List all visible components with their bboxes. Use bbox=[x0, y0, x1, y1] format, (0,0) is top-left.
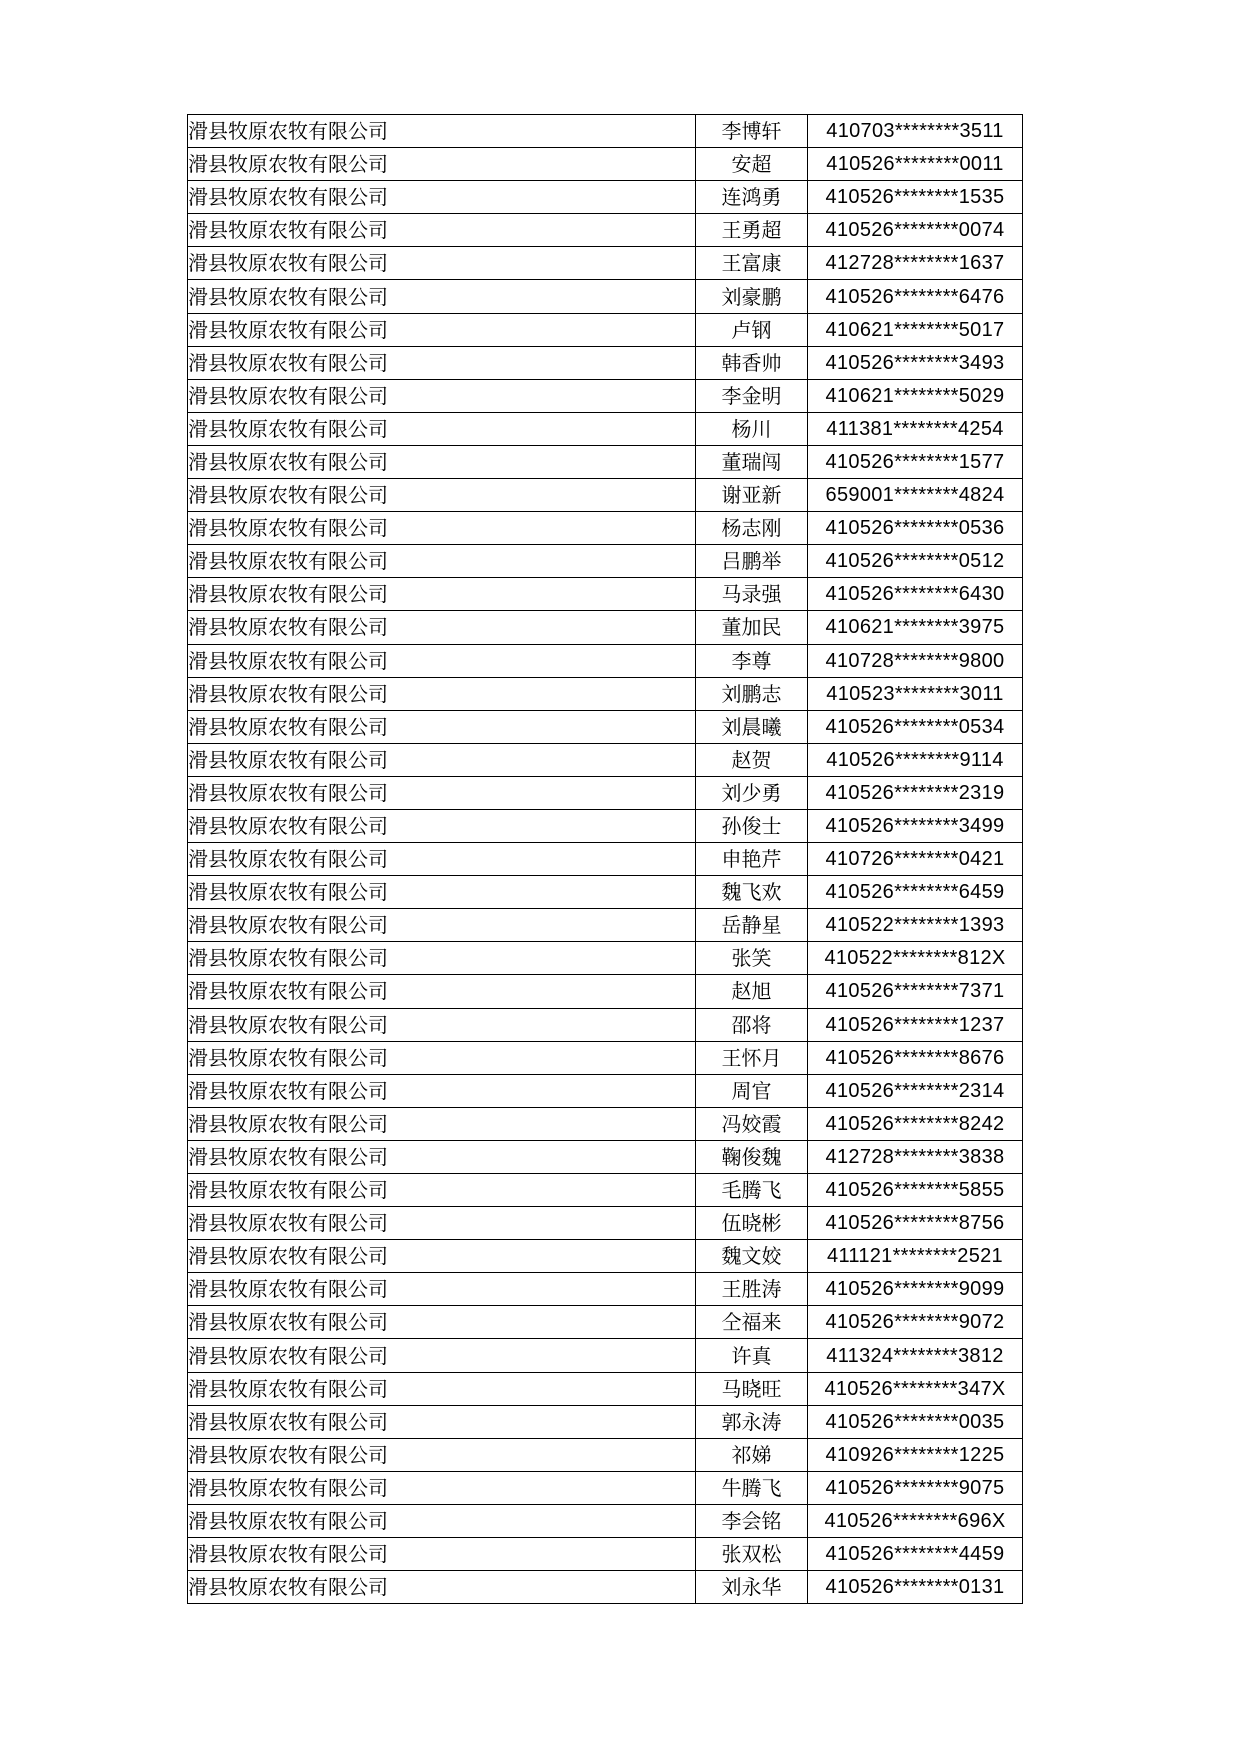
table-row bbox=[188, 677, 1023, 710]
name-cell: 韩香帅 bbox=[696, 346, 808, 379]
table-row bbox=[188, 1571, 1023, 1604]
table-row bbox=[188, 1306, 1023, 1339]
table-row bbox=[188, 412, 1023, 445]
table-row bbox=[188, 1339, 1023, 1372]
name-cell: 李会铭 bbox=[696, 1504, 808, 1537]
id-number-cell: 410526********9099 bbox=[808, 1273, 1023, 1306]
name-cell: 赵贺 bbox=[696, 743, 808, 776]
id-number-cell: 410926********1225 bbox=[808, 1438, 1023, 1471]
company-cell: 滑县牧原农牧有限公司 bbox=[188, 578, 696, 611]
name-cell: 申艳芹 bbox=[696, 843, 808, 876]
company-cell: 滑县牧原农牧有限公司 bbox=[188, 412, 696, 445]
name-cell: 马录强 bbox=[696, 578, 808, 611]
company-cell: 滑县牧原农牧有限公司 bbox=[188, 346, 696, 379]
id-number-cell: 410526********696X bbox=[808, 1504, 1023, 1537]
name-cell: 魏文姣 bbox=[696, 1240, 808, 1273]
company-cell: 滑县牧原农牧有限公司 bbox=[188, 1538, 696, 1571]
table-row bbox=[188, 743, 1023, 776]
id-number-cell: 410526********0512 bbox=[808, 545, 1023, 578]
id-number-cell: 410523********3011 bbox=[808, 677, 1023, 710]
table-row bbox=[188, 545, 1023, 578]
id-number-cell: 410526********0131 bbox=[808, 1571, 1023, 1604]
id-number-cell: 410526********4459 bbox=[808, 1538, 1023, 1571]
id-number-cell: 410621********5029 bbox=[808, 379, 1023, 412]
company-cell: 滑县牧原农牧有限公司 bbox=[188, 743, 696, 776]
company-cell: 滑县牧原农牧有限公司 bbox=[188, 776, 696, 809]
company-cell: 滑县牧原农牧有限公司 bbox=[188, 1571, 696, 1604]
name-cell: 邵将 bbox=[696, 1008, 808, 1041]
id-number-cell: 410621********3975 bbox=[808, 611, 1023, 644]
name-cell: 伍晓彬 bbox=[696, 1207, 808, 1240]
name-cell: 祁娣 bbox=[696, 1438, 808, 1471]
company-cell: 滑县牧原农牧有限公司 bbox=[188, 1306, 696, 1339]
name-cell: 赵旭 bbox=[696, 975, 808, 1008]
company-cell: 滑县牧原农牧有限公司 bbox=[188, 809, 696, 842]
id-number-cell: 410526********1577 bbox=[808, 445, 1023, 478]
table-row bbox=[188, 1140, 1023, 1173]
id-number-cell: 410703********3511 bbox=[808, 115, 1023, 148]
id-number-cell: 659001********4824 bbox=[808, 479, 1023, 512]
name-cell: 连鸿勇 bbox=[696, 181, 808, 214]
company-cell: 滑县牧原农牧有限公司 bbox=[188, 379, 696, 412]
company-cell: 滑县牧原农牧有限公司 bbox=[188, 611, 696, 644]
name-cell: 刘晨曦 bbox=[696, 710, 808, 743]
company-cell: 滑县牧原农牧有限公司 bbox=[188, 1405, 696, 1438]
name-cell: 仝福来 bbox=[696, 1306, 808, 1339]
table-row bbox=[188, 445, 1023, 478]
table-row bbox=[188, 1438, 1023, 1471]
name-cell: 谢亚新 bbox=[696, 479, 808, 512]
id-number-cell: 410526********5855 bbox=[808, 1174, 1023, 1207]
company-cell: 滑县牧原农牧有限公司 bbox=[188, 710, 696, 743]
table-row bbox=[188, 214, 1023, 247]
company-cell: 滑县牧原农牧有限公司 bbox=[188, 1339, 696, 1372]
table-row bbox=[188, 479, 1023, 512]
name-cell: 王怀月 bbox=[696, 1041, 808, 1074]
id-number-cell: 410526********6459 bbox=[808, 876, 1023, 909]
roster-table bbox=[187, 114, 1023, 1604]
name-cell: 刘少勇 bbox=[696, 776, 808, 809]
table-row bbox=[188, 247, 1023, 280]
id-number-cell: 410526********0534 bbox=[808, 710, 1023, 743]
table-row bbox=[188, 1074, 1023, 1107]
name-cell: 周官 bbox=[696, 1074, 808, 1107]
name-cell: 吕鹏举 bbox=[696, 545, 808, 578]
table-row bbox=[188, 1372, 1023, 1405]
name-cell: 刘永华 bbox=[696, 1571, 808, 1604]
table-row bbox=[188, 611, 1023, 644]
table-row bbox=[188, 1405, 1023, 1438]
name-cell: 刘豪鹏 bbox=[696, 280, 808, 313]
table-row bbox=[188, 1273, 1023, 1306]
table-row bbox=[188, 975, 1023, 1008]
table-row bbox=[188, 148, 1023, 181]
name-cell: 卢钢 bbox=[696, 313, 808, 346]
id-number-cell: 411381********4254 bbox=[808, 412, 1023, 445]
name-cell: 岳静星 bbox=[696, 909, 808, 942]
table-row bbox=[188, 644, 1023, 677]
id-number-cell: 411121********2521 bbox=[808, 1240, 1023, 1273]
company-cell: 滑县牧原农牧有限公司 bbox=[188, 479, 696, 512]
id-number-cell: 410526********0011 bbox=[808, 148, 1023, 181]
table-row bbox=[188, 379, 1023, 412]
name-cell: 李尊 bbox=[696, 644, 808, 677]
id-number-cell: 410526********9075 bbox=[808, 1471, 1023, 1504]
name-cell: 许真 bbox=[696, 1339, 808, 1372]
id-number-cell: 410726********0421 bbox=[808, 843, 1023, 876]
table-row bbox=[188, 1008, 1023, 1041]
name-cell: 冯姣霞 bbox=[696, 1107, 808, 1140]
id-number-cell: 411324********3812 bbox=[808, 1339, 1023, 1372]
name-cell: 魏飞欢 bbox=[696, 876, 808, 909]
name-cell: 马晓旺 bbox=[696, 1372, 808, 1405]
company-cell: 滑县牧原农牧有限公司 bbox=[188, 975, 696, 1008]
name-cell: 孙俊士 bbox=[696, 809, 808, 842]
name-cell: 王富康 bbox=[696, 247, 808, 280]
id-number-cell: 410526********0035 bbox=[808, 1405, 1023, 1438]
id-number-cell: 412728********3838 bbox=[808, 1140, 1023, 1173]
id-number-cell: 410621********5017 bbox=[808, 313, 1023, 346]
table-row bbox=[188, 1240, 1023, 1273]
company-cell: 滑县牧原农牧有限公司 bbox=[188, 843, 696, 876]
company-cell: 滑县牧原农牧有限公司 bbox=[188, 677, 696, 710]
table-row bbox=[188, 843, 1023, 876]
id-number-cell: 410526********8676 bbox=[808, 1041, 1023, 1074]
id-number-cell: 412728********1637 bbox=[808, 247, 1023, 280]
id-number-cell: 410526********3493 bbox=[808, 346, 1023, 379]
company-cell: 滑县牧原农牧有限公司 bbox=[188, 876, 696, 909]
name-cell: 杨川 bbox=[696, 412, 808, 445]
table-row bbox=[188, 1504, 1023, 1537]
id-number-cell: 410526********9114 bbox=[808, 743, 1023, 776]
name-cell: 鞠俊魏 bbox=[696, 1140, 808, 1173]
company-cell: 滑县牧原农牧有限公司 bbox=[188, 181, 696, 214]
company-cell: 滑县牧原农牧有限公司 bbox=[188, 313, 696, 346]
table-row bbox=[188, 776, 1023, 809]
id-number-cell: 410526********0074 bbox=[808, 214, 1023, 247]
table-row bbox=[188, 809, 1023, 842]
id-number-cell: 410526********3499 bbox=[808, 809, 1023, 842]
table-row bbox=[188, 512, 1023, 545]
company-cell: 滑县牧原农牧有限公司 bbox=[188, 1074, 696, 1107]
company-cell: 滑县牧原农牧有限公司 bbox=[188, 1140, 696, 1173]
table-row bbox=[188, 1538, 1023, 1571]
table-row bbox=[188, 181, 1023, 214]
company-cell: 滑县牧原农牧有限公司 bbox=[188, 247, 696, 280]
id-number-cell: 410526********1237 bbox=[808, 1008, 1023, 1041]
name-cell: 郭永涛 bbox=[696, 1405, 808, 1438]
id-number-cell: 410526********7371 bbox=[808, 975, 1023, 1008]
company-cell: 滑县牧原农牧有限公司 bbox=[188, 214, 696, 247]
id-number-cell: 410522********812X bbox=[808, 942, 1023, 975]
company-cell: 滑县牧原农牧有限公司 bbox=[188, 1008, 696, 1041]
company-cell: 滑县牧原农牧有限公司 bbox=[188, 1471, 696, 1504]
company-cell: 滑县牧原农牧有限公司 bbox=[188, 280, 696, 313]
table-row bbox=[188, 942, 1023, 975]
name-cell: 杨志刚 bbox=[696, 512, 808, 545]
id-number-cell: 410526********2314 bbox=[808, 1074, 1023, 1107]
table-row bbox=[188, 1471, 1023, 1504]
table-row bbox=[188, 346, 1023, 379]
table-row bbox=[188, 1207, 1023, 1240]
name-cell: 毛腾飞 bbox=[696, 1174, 808, 1207]
name-cell: 董瑞闯 bbox=[696, 445, 808, 478]
id-number-cell: 410526********6476 bbox=[808, 280, 1023, 313]
company-cell: 滑县牧原农牧有限公司 bbox=[188, 1273, 696, 1306]
table-row bbox=[188, 710, 1023, 743]
table-row bbox=[188, 1107, 1023, 1140]
name-cell: 牛腾飞 bbox=[696, 1471, 808, 1504]
table-row bbox=[188, 313, 1023, 346]
company-cell: 滑县牧原农牧有限公司 bbox=[188, 1438, 696, 1471]
company-cell: 滑县牧原农牧有限公司 bbox=[188, 1504, 696, 1537]
id-number-cell: 410526********6430 bbox=[808, 578, 1023, 611]
name-cell: 王胜涛 bbox=[696, 1273, 808, 1306]
name-cell: 张双松 bbox=[696, 1538, 808, 1571]
id-number-cell: 410522********1393 bbox=[808, 909, 1023, 942]
id-number-cell: 410526********1535 bbox=[808, 181, 1023, 214]
company-cell: 滑县牧原农牧有限公司 bbox=[188, 115, 696, 148]
table-row bbox=[188, 1041, 1023, 1074]
company-cell: 滑县牧原农牧有限公司 bbox=[188, 909, 696, 942]
name-cell: 张笑 bbox=[696, 942, 808, 975]
id-number-cell: 410526********0536 bbox=[808, 512, 1023, 545]
table-row bbox=[188, 1174, 1023, 1207]
id-number-cell: 410526********8242 bbox=[808, 1107, 1023, 1140]
table-row bbox=[188, 876, 1023, 909]
company-cell: 滑县牧原农牧有限公司 bbox=[188, 1240, 696, 1273]
id-number-cell: 410526********8756 bbox=[808, 1207, 1023, 1240]
table-row bbox=[188, 578, 1023, 611]
name-cell: 李博轩 bbox=[696, 115, 808, 148]
company-cell: 滑县牧原农牧有限公司 bbox=[188, 445, 696, 478]
company-cell: 滑县牧原农牧有限公司 bbox=[188, 1107, 696, 1140]
company-cell: 滑县牧原农牧有限公司 bbox=[188, 545, 696, 578]
id-number-cell: 410526********347X bbox=[808, 1372, 1023, 1405]
company-cell: 滑县牧原农牧有限公司 bbox=[188, 1207, 696, 1240]
company-cell: 滑县牧原农牧有限公司 bbox=[188, 1372, 696, 1405]
id-number-cell: 410526********2319 bbox=[808, 776, 1023, 809]
table-row bbox=[188, 280, 1023, 313]
roster-table-body bbox=[188, 115, 1023, 1604]
company-cell: 滑县牧原农牧有限公司 bbox=[188, 942, 696, 975]
company-cell: 滑县牧原农牧有限公司 bbox=[188, 1041, 696, 1074]
company-cell: 滑县牧原农牧有限公司 bbox=[188, 148, 696, 181]
id-number-cell: 410728********9800 bbox=[808, 644, 1023, 677]
name-cell: 王勇超 bbox=[696, 214, 808, 247]
company-cell: 滑县牧原农牧有限公司 bbox=[188, 512, 696, 545]
name-cell: 刘鹏志 bbox=[696, 677, 808, 710]
id-number-cell: 410526********9072 bbox=[808, 1306, 1023, 1339]
company-cell: 滑县牧原农牧有限公司 bbox=[188, 1174, 696, 1207]
company-cell: 滑县牧原农牧有限公司 bbox=[188, 644, 696, 677]
name-cell: 李金明 bbox=[696, 379, 808, 412]
name-cell: 董加民 bbox=[696, 611, 808, 644]
name-cell: 安超 bbox=[696, 148, 808, 181]
table-row bbox=[188, 909, 1023, 942]
table-row bbox=[188, 115, 1023, 148]
